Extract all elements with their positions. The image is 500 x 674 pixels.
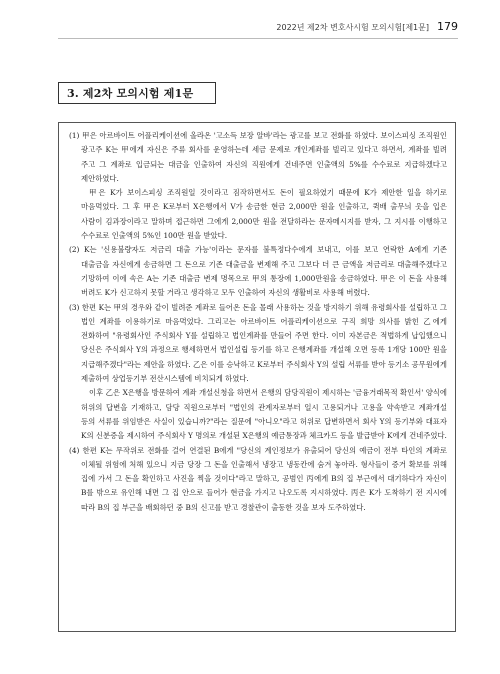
paragraph-1: (1) 甲은 아르바이트 어플리케이션에 올라온 '고소득 보장 알바'라는 광고를 보고 전화를 하였다. 보이스피싱 조직원인 광고주 K는 甲에게 자신은 주류 회사를 운영하는데 세금 문제로 개인계좌를 빌리고 있다고 하면서, 계좌를 빌려 주고 그 계좌로 입금되는 대금을 인출하여 자신의 직원에게 건네주면 인출액의 5%를 수수료로 지급하겠다고 제안하였다. xyxy=(69,131,447,183)
problem-box xyxy=(58,122,456,632)
paragraph-2: (2) K는 '신용불량자도 저금리 대출 가능'이라는 문자를 불특정다수에게 보내고, 이를 보고 연락한 A에게 기존 대출금을 자신에게 송금하면 그 돈으로 기존 대출금을 변제해 주고 그보다 더 큰 금액을 저금리로 대출해주겠다고 기망하여 이에 속은 A는 기존 대출금 변제 명목으로 甲의 통장에 1,000만원을 송금하였다. 甲은 이 돈을 사용해 버려도 K가 신고하지 못할 거라고 생각하고 모두 인출하여 자신의 생활비로 사용해 버렸다. xyxy=(69,245,447,298)
paragraph-3: (3) 한편 K는 甲의 경우와 같이 빌려준 계좌로 들어온 돈을 몰래 사용하는 것을 방지하기 위해 유령회사를 설립하고 그 법인 계좌를 이용하기로 마음먹었다. 그리고는 아르바이트 어플리케이션으로 구직 희망 의사를 밝힌 乙에게 전화하여 "유령회사인 주식회사 Y를 설립하고 법인계좌를 만들어 주면 한다. 이미 자본금은 적법하게 납입했으니 당신은 주식회사 Y의 과정으로 행세하면서 법인설립 등기를 하고 은행계좌를 개설해 오면 등록 1개당 100만 원을 지급해주겠다"라는 제안을 하였다. 乙은 이를 승낙하고 K로부터 주식회사 Y의 설립 서류를 받아 등기소 공무원에게 제출하여 상업등기부 전산시스템에 비치되게 하였다. xyxy=(69,302,447,384)
section-title: 3. 제2차 모의시험 제1문 xyxy=(58,82,216,104)
running-header xyxy=(276,20,458,33)
header-divider xyxy=(58,38,458,39)
running-title: 2022년 제2차 변호사시험 모의시험[제1문] xyxy=(276,23,429,32)
paragraph-3-continued: 이후 乙은 X은행을 방문하여 계좌 개설신청을 하면서 은행의 담당직원이 제시하는 '금융거래목적 확인서' 양식에 허위의 답변을 기재하고, 담당 직원으로부터 "법인의 관계자로부터 일시 고용되거나 고용을 약속받고 계좌개설 등의 서류를 위임받은 사실이 있습니까?"라는 질문에 "아니오"라고 허위로 답변하면서 회사 Y의 등기부와 대표자 K의 신분증을 제시하여 주식회사 Y 명의로 개설된 X은행의 예금통장과 체크카드 등을 발급받아 K에게 건네주었다. xyxy=(81,388,447,441)
page-number: 179 xyxy=(437,20,458,33)
paragraph-1-continued: 甲은 K가 보이스피싱 조직원일 것이라고 짐작하면서도 돈이 필요하였기 때문에 K가 제안한 일을 하기로 마음먹었다. 그 후 甲은 K로부터 X은행에서 V가 송금한 현금 2,000만 원을 인출하고, 퀵배 출무늬 옷을 입은 사람이 김과장이라고 말하며 접근하면 그에게 2,000만 원을 전달하라는 문자메시지를 받자, 그 지시를 이행하고 수수료로 인출액의 5%인 100만 원을 받았다. xyxy=(81,188,447,241)
paragraph-4: (4) 한편 K는 무작위로 전화를 걸어 연결된 B에게 "당신의 계인정보가 유출되어 당신의 예금이 전부 타인의 계좌로 이체될 위험에 처해 있으니 지금 당장 그 돈을 인출해서 냉장고 냉동칸에 숨겨 놓아라. 형사들이 증거 확보를 위해 집에 가서 그 돈을 확인하고 사진을 찍을 것이다"라고 말하고, 공범인 丙에게 B의 집 부근에서 대기하다가 자신이 B를 밖으로 유인해 내면 그 집 안으로 들어가 현금을 가지고 나오도록 지시하였다. 丙은 K가 도착하기 전 지시에 따라 B의 집 부근을 배회하던 중 B의 신고를 받고 경찰관이 출동한 것을 보자 도주하였다. xyxy=(69,445,447,512)
